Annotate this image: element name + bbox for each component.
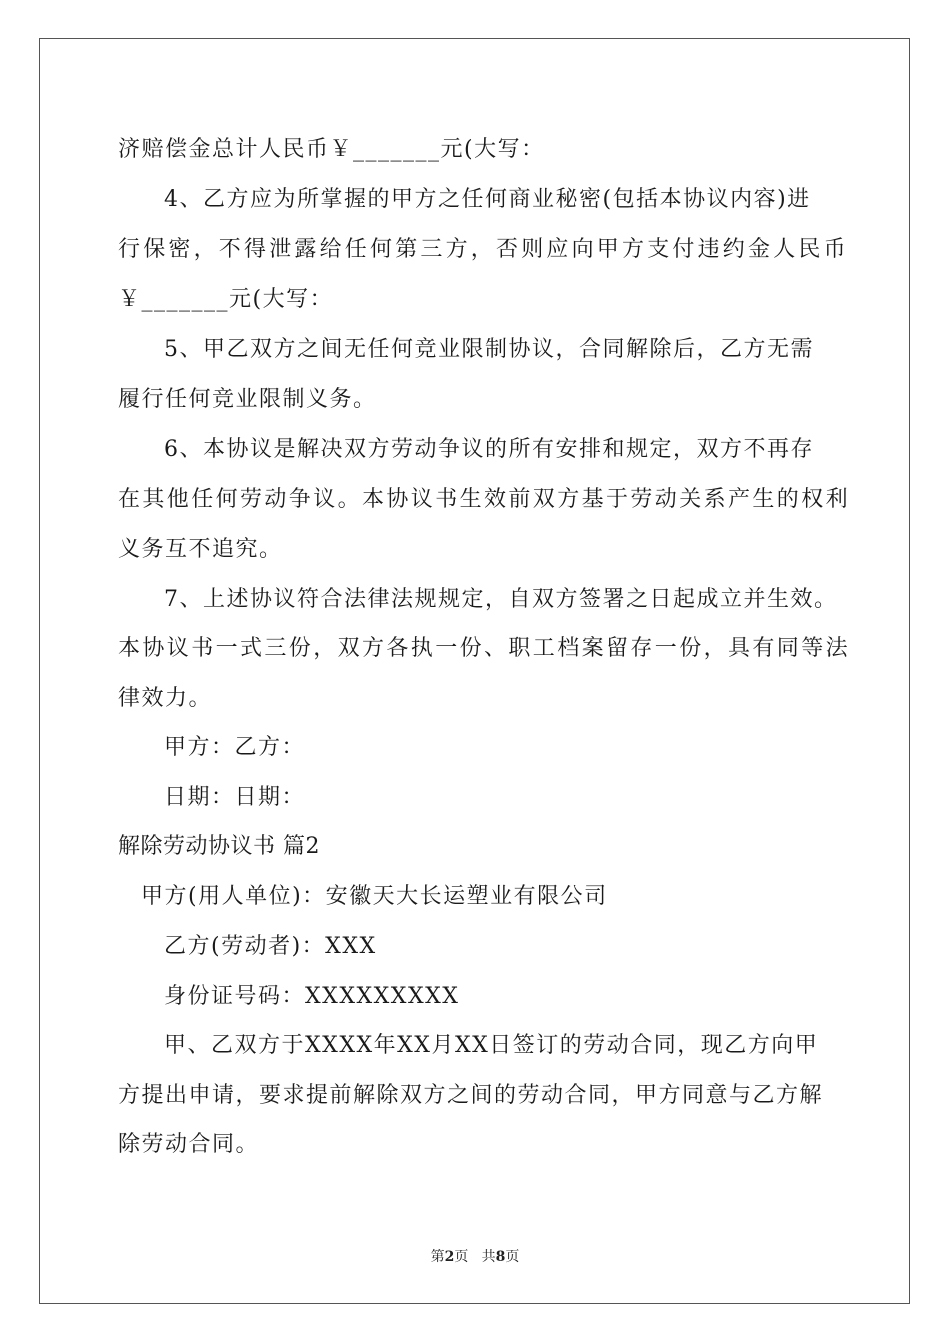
party-b: 乙方(劳动者)：XXX	[164, 934, 377, 959]
footer-prefix: 第	[430, 1249, 445, 1265]
page-footer	[0, 1247, 950, 1267]
section-heading: 解除劳动协议书 篇2	[118, 834, 320, 859]
text-line: ￥_______元(大写：	[118, 287, 334, 312]
text-line: 6、本协议是解决双方劳动争议的所有安排和规定，双方不再存	[164, 437, 814, 462]
text-line: 律效力。	[118, 686, 213, 711]
party-a: 甲方(用人单位)：安徽天大长运塑业有限公司	[141, 884, 608, 909]
footer-page-unit: 页	[454, 1249, 469, 1265]
text-line: 甲、乙双方于XXXX年XX月XX日签订的劳动合同，现乙方向甲	[164, 1033, 819, 1058]
signature-parties: 甲方：乙方：	[164, 735, 306, 760]
page-border	[39, 38, 910, 1304]
text-line: 7、上述协议符合法律法规规定，自双方签署之日起成立并生效。	[164, 587, 838, 612]
footer-total-unit: 页	[505, 1249, 520, 1265]
footer-total-prefix: 共	[481, 1249, 496, 1265]
text-line: 本协议书一式三份，双方各执一份、职工档案留存一份，具有同等法	[118, 636, 851, 661]
text-line: 义务互不追究。	[118, 537, 283, 562]
text-line: 除劳动合同。	[118, 1132, 260, 1157]
text-line: 履行任何竞业限制义务。	[118, 387, 377, 412]
signature-dates: 日期：日期：	[164, 785, 306, 810]
current-page-number: 2	[444, 1249, 455, 1265]
id-number: 身份证号码：XXXXXXXXX	[164, 984, 460, 1009]
text-line: 4、乙方应为所掌握的甲方之任何商业秘密(包括本协议内容)进	[164, 187, 811, 212]
text-line: 在其他任何劳动争议。本协议书生效前双方基于劳动关系产生的权利	[118, 487, 851, 512]
text-line: 5、甲乙双方之间无任何竞业限制协议，合同解除后，乙方无需	[164, 337, 814, 362]
text-line: 济赔偿金总计人民币￥_______元(大写：	[118, 137, 545, 162]
text-line: 方提出申请，要求提前解除双方之间的劳动合同，甲方同意与乙方解	[118, 1083, 824, 1108]
text-line: 行保密，不得泄露给任何第三方，否则应向甲方支付违约金人民币	[118, 237, 849, 262]
total-page-number: 8	[495, 1249, 506, 1265]
